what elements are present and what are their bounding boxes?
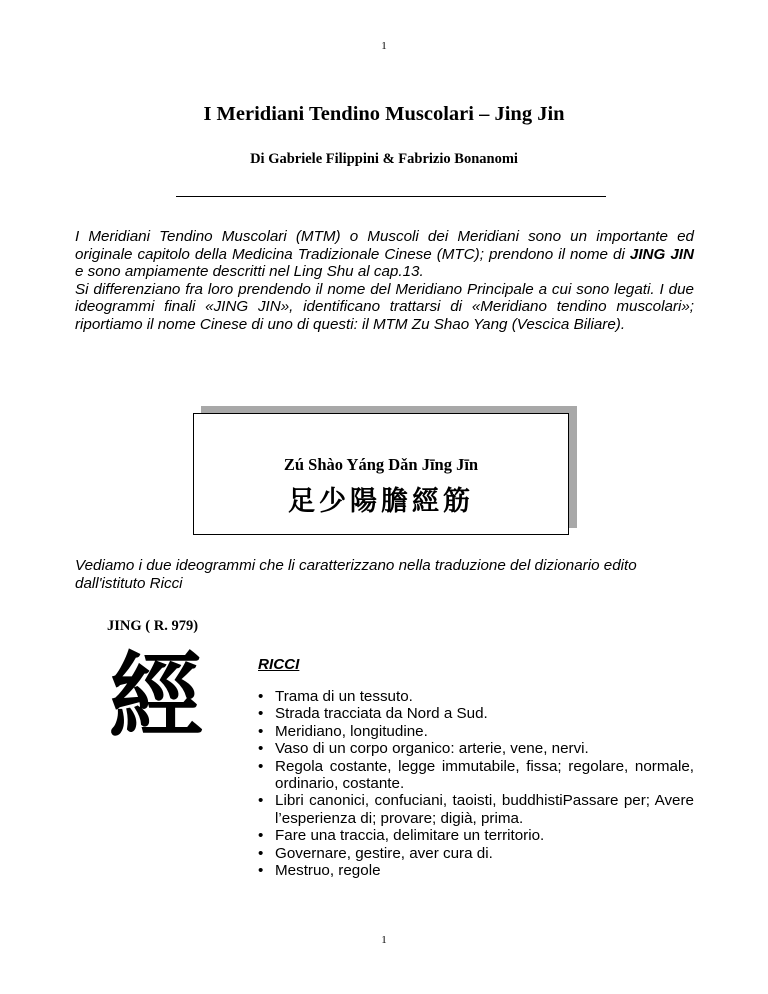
list-item-text: Trama di un tessuto. — [275, 688, 413, 705]
footer-page-number: 1 — [381, 934, 387, 946]
title-divider — [176, 196, 606, 197]
list-item-text: Mestruo, regole — [275, 862, 381, 880]
intro-paragraph-2: Si differenziano fra loro prendendo il nome del Meridiano Principale a cui sono legati. I due ideogrammi finali «JING JIN», identificano trattarsi di «Meridiano tendino muscolari»; riportiamo il nome Cinese di uno di questi: il MTM Zu Shao Yang (Vescica Biliare). — [75, 280, 694, 333]
list-item-text: Vaso di un corpo organico: arterie, vene, nervi. — [275, 740, 589, 758]
list-item — [258, 758, 694, 793]
bullet-icon: • — [258, 722, 264, 740]
list-item — [258, 740, 694, 757]
list-item — [258, 688, 694, 705]
meridian-pinyin: Zú Shào Yáng Dǎn Jīng Jīn — [283, 455, 479, 474]
bullet-icon: • — [258, 792, 264, 810]
jing-ideogram: 經 — [108, 643, 203, 752]
bullet-icon: • — [258, 740, 264, 758]
list-item — [258, 705, 694, 722]
document-authors: Di Gabriele Filippini & Fabrizio Bonanomi — [250, 151, 518, 167]
bullet-icon: • — [258, 827, 264, 845]
bullet-icon: • — [258, 757, 264, 775]
document-title: I Meridiani Tendino Muscolari – Jing Jin — [203, 103, 565, 125]
list-item — [258, 862, 694, 879]
intro-text-after: e sono ampiamente descritti nel Ling Shu al cap.13. — [75, 263, 424, 281]
bullet-icon: • — [258, 688, 264, 705]
list-item — [258, 792, 694, 827]
meridian-name-box — [193, 413, 569, 535]
ricci-definitions-list — [258, 688, 694, 879]
header-page-number: 1 — [381, 40, 387, 52]
intro-paragraph-1 — [75, 228, 694, 281]
intro-section — [75, 228, 694, 334]
list-item — [258, 827, 694, 844]
bullet-icon: • — [258, 862, 264, 880]
intro-text-before: I Meridiani Tendino Muscolari (MTM) o Muscoli dei Meridiani sono un importante ed originale capitolo della Medicina Tradizionale Cinese (MTC); prendono il nome di — [75, 228, 694, 263]
list-item-text: Libri canonici, confuciani, taoisti, buddhistiPassare per; Avere l’esperienza di; provare; digià, prima. — [275, 792, 694, 827]
list-item-text: Meridiano, longitudine. — [275, 722, 428, 740]
jing-jin-term: JING JIN — [629, 245, 694, 263]
bullet-icon: • — [258, 705, 264, 723]
vediamo-paragraph: Vediamo i due ideogrammi che li caratterizzano nella traduzione del dizionario edito dall'istituto Ricci — [75, 557, 637, 592]
list-item-text: Strada tracciata da Nord a Sud. — [275, 705, 488, 723]
meridian-hanzi: 足少陽膽經筋 — [288, 486, 474, 517]
bullet-icon: • — [258, 844, 264, 862]
list-item-text: Regola costante, legge immutabile, fissa; regolare, normale, ordinario, costante. — [275, 757, 694, 793]
list-item — [258, 723, 694, 740]
jing-heading: JING ( R. 979) — [107, 618, 199, 634]
ricci-heading: RICCI — [258, 656, 300, 673]
list-item-text: Fare una traccia, delimitare un territorio. — [275, 827, 545, 845]
list-item-text: Governare, gestire, aver cura di. — [275, 844, 493, 862]
list-item — [258, 845, 694, 862]
